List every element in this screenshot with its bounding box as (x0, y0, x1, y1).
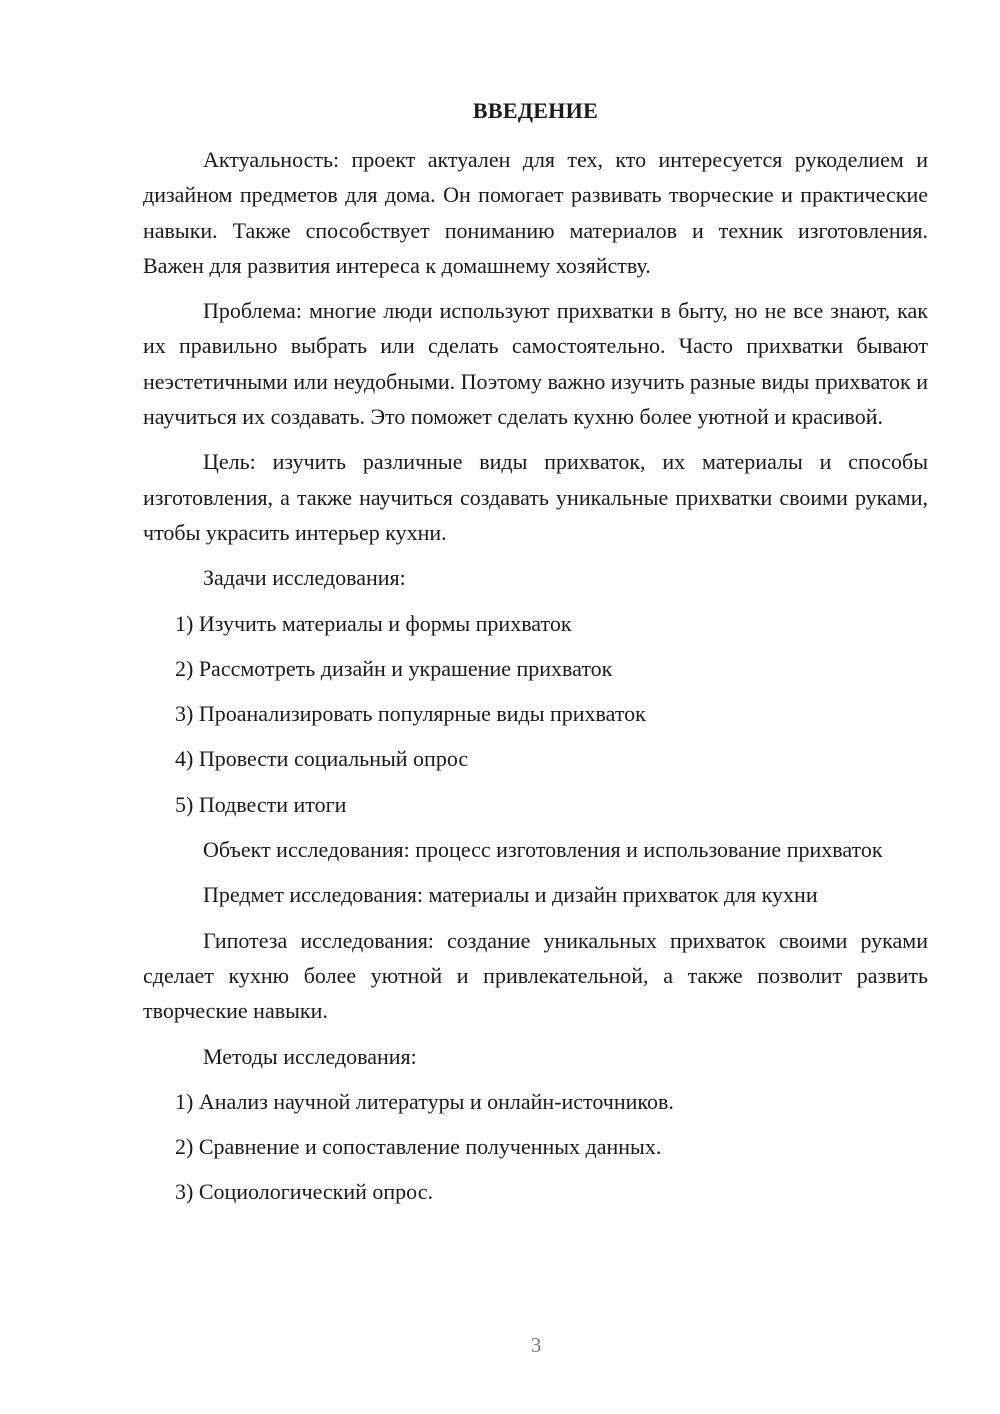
paragraph-subject: Предмет исследования: материалы и дизайн прихваток для кухни (203, 882, 818, 908)
paragraph-hypothesis: Гипотеза исследования: создание уникальных прихваток своими руками сделает кухню более уютной и привлекательной, а также позволит развить творческие навыки. (143, 927, 928, 1024)
page-content (143, 94, 928, 1220)
list-item: 4) Провести социальный опрос (175, 746, 469, 772)
list-item: 2) Рассмотреть дизайн и украшение прихваток (175, 655, 613, 681)
tasks-heading: Задачи исследования: (203, 565, 406, 591)
page-number: 3 (530, 1333, 542, 1357)
tasks-list (143, 606, 928, 822)
paragraph-goal: Цель: изучить различные виды прихваток, их материалы и способы изготовления, а также научиться создавать уникальные прихватки своими руками, чтобы украсить интерьер кухни. (143, 449, 928, 545)
methods-heading: Методы исследования: (203, 1043, 417, 1069)
list-item: 3) Проанализировать популярные виды прихваток (175, 701, 646, 727)
paragraph-object: Объект исследования: процесс изготовления и использование прихваток (203, 837, 883, 863)
list-item: 1) Изучить материалы и формы прихваток (175, 610, 572, 636)
paragraph-problem: Проблема: многие люди используют прихватки в быту, но не все знают, как их правильно выбрать или сделать самостоятельно. Часто прихватки бывают неэстетичными или неудобными. Поэтому важно изучить разные виды прихваток и научиться их создавать. Это поможет сделать кухню более уютной и красивой. (143, 298, 928, 430)
list-item: 3) Социологический опрос. (175, 1179, 433, 1205)
paragraph-relevance: Актуальность: проект актуален для тех, кто интересуется рукоделием и дизайном предметов для дома. Он помогает развивать творческие и практические навыки. Также способствует пониманию материалов и техник изготовления. Важен для развития интереса к домашнему хозяйству. (143, 147, 928, 278)
list-item: 5) Подвести итоги (175, 791, 347, 817)
section-title: ВВЕДЕНИЕ (472, 98, 599, 123)
methods-list (143, 1084, 928, 1210)
list-item: 2) Сравнение и сопоставление полученных данных. (175, 1134, 662, 1160)
list-item: 1) Анализ научной литературы и онлайн-источников. (175, 1088, 674, 1114)
